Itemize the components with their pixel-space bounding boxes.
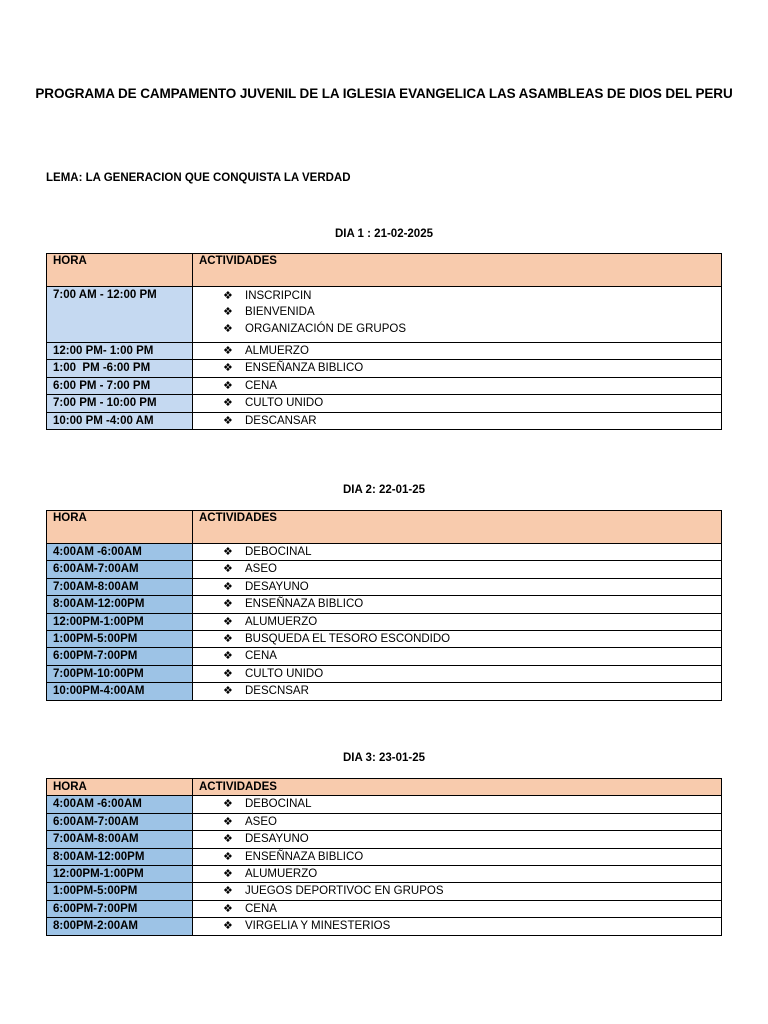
bullet-icon: ❖ xyxy=(223,598,233,611)
bullet-icon: ❖ xyxy=(223,685,233,698)
page-title: PROGRAMA DE CAMPAMENTO JUVENIL DE LA IGLESIA EVANGELICA LAS ASAMBLEAS DE DIOS DEL PERU xyxy=(35,86,733,101)
activities-cell: ❖ ASEO xyxy=(193,561,722,578)
activities-cell: ❖ DESAYUNO xyxy=(193,578,722,595)
activities-cell: ❖ VIRGELIA Y MINESTERIOS xyxy=(193,918,722,935)
bullet-icon: ❖ xyxy=(223,345,233,357)
bullet-icon: ❖ xyxy=(223,650,233,663)
bullet-icon: ❖ xyxy=(223,815,233,828)
table-row xyxy=(47,578,722,595)
activities-cell: ❖ BUSQUEDA EL TESORO ESCONDIDO xyxy=(193,630,722,647)
header-hora: HORA xyxy=(47,779,193,796)
activities-cell: ❖ DEBOCINAL xyxy=(193,544,722,561)
bullet-icon: ❖ xyxy=(223,615,233,628)
day-2-table xyxy=(46,510,722,701)
bullet-icon: ❖ xyxy=(223,920,233,933)
bullet-icon: ❖ xyxy=(223,546,233,558)
day-3-table xyxy=(46,778,722,936)
hora-cell: 7:00PM-10:00PM xyxy=(47,665,193,682)
bullet-icon: ❖ xyxy=(223,798,233,811)
hora-cell: 12:00 PM- 1:00 PM xyxy=(47,343,193,360)
activities-cell: ❖ DEBOCINAL xyxy=(193,796,722,813)
table-row xyxy=(47,377,722,394)
table-row xyxy=(47,596,722,613)
day-3-heading: DIA 3: 23-01-25 xyxy=(342,752,426,764)
table-row xyxy=(47,613,722,630)
hora-cell: 6:00AM-7:00AM xyxy=(47,813,193,830)
hora-cell: 1:00PM-5:00PM xyxy=(47,630,193,647)
bullet-icon: ❖ xyxy=(223,322,233,335)
day-1-table xyxy=(46,253,722,430)
header-actividades: ACTIVIDADES xyxy=(193,779,722,796)
activities-cell: ❖ CENA xyxy=(193,648,722,665)
hora-cell: 12:00PM-1:00PM xyxy=(47,613,193,630)
day-1-heading: DIA 1 : 21-02-2025 xyxy=(334,228,433,240)
table-header-row xyxy=(47,779,722,796)
list-item: ❖ ORGANIZACIÓN DE GRUPOS xyxy=(223,322,407,335)
lema-line: LEMA: LA GENERACION QUE CONQUISTA LA VERDAD xyxy=(46,172,351,184)
table-row xyxy=(47,544,722,561)
hora-cell: 7:00AM-8:00AM xyxy=(47,831,193,848)
hora-cell: 1:00 PM -6:00 PM xyxy=(47,360,193,377)
table-row xyxy=(47,648,722,665)
bullet-icon: ❖ xyxy=(223,833,233,846)
table-header-row xyxy=(47,511,722,544)
table-row xyxy=(47,395,722,412)
activities-cell: ❖ CENA xyxy=(193,900,722,917)
activities-cell: ❖ DESCANSAR xyxy=(193,412,722,429)
bullet-icon: ❖ xyxy=(223,885,233,898)
hora-cell: 12:00PM-1:00PM xyxy=(47,865,193,882)
table-row xyxy=(47,343,722,360)
bullet-icon: ❖ xyxy=(223,306,233,319)
table-row xyxy=(47,848,722,865)
header-actividades: ACTIVIDADES xyxy=(193,254,722,287)
table-header-row xyxy=(47,254,722,287)
table-row xyxy=(47,865,722,882)
list-item: ❖ BIENVENIDA xyxy=(223,306,315,319)
activities-cell: ❖ DESCNSAR xyxy=(193,683,722,700)
hora-cell: 6:00 PM - 7:00 PM xyxy=(47,377,193,394)
activities-cell: ❖ DESAYUNO xyxy=(193,831,722,848)
table-row xyxy=(47,813,722,830)
activities-cell: ❖ ENSEÑNAZA BIBLICO xyxy=(193,596,722,613)
table-row xyxy=(47,900,722,917)
table-row xyxy=(47,412,722,429)
bullet-icon: ❖ xyxy=(223,290,233,302)
activities-cell xyxy=(193,287,722,343)
hora-cell: 6:00PM-7:00PM xyxy=(47,900,193,917)
bullet-icon: ❖ xyxy=(223,902,233,915)
hora-cell: 10:00PM-4:00AM xyxy=(47,683,193,700)
activities-cell: ❖ ENSEÑANZA BIBLICO xyxy=(193,360,722,377)
header-actividades: ACTIVIDADES xyxy=(193,511,722,544)
activities-cell: ❖ CULTO UNIDO xyxy=(193,665,722,682)
bullet-icon: ❖ xyxy=(223,563,233,576)
hora-cell: 4:00AM -6:00AM xyxy=(47,544,193,561)
hora-cell: 10:00 PM -4:00 AM xyxy=(47,412,193,429)
activities-cell: ❖ JUEGOS DEPORTIVOC EN GRUPOS xyxy=(193,883,722,900)
bullet-icon: ❖ xyxy=(223,379,233,392)
header-hora: HORA xyxy=(47,511,193,544)
bullet-icon: ❖ xyxy=(223,580,233,593)
hora-cell: 4:00AM -6:00AM xyxy=(47,796,193,813)
activities-cell: ❖ CULTO UNIDO xyxy=(193,395,722,412)
activities-cell: ❖ ALUMUERZO xyxy=(193,865,722,882)
table-row xyxy=(47,287,722,343)
hora-cell: 7:00 AM - 12:00 PM xyxy=(47,287,193,343)
bullet-icon: ❖ xyxy=(223,414,233,427)
table-row xyxy=(47,831,722,848)
hora-cell: 6:00PM-7:00PM xyxy=(47,648,193,665)
activities-cell: ❖ ASEO xyxy=(193,813,722,830)
header-hora: HORA xyxy=(47,254,193,287)
table-row xyxy=(47,630,722,647)
table-row xyxy=(47,883,722,900)
list-item: ❖ INSCRIPCIN xyxy=(223,290,312,302)
day-2-heading: DIA 2: 22-01-25 xyxy=(342,484,426,496)
hora-cell: 8:00AM-12:00PM xyxy=(47,848,193,865)
table-row xyxy=(47,683,722,700)
activities-cell: ❖ CENA xyxy=(193,377,722,394)
table-row xyxy=(47,360,722,377)
bullet-icon: ❖ xyxy=(223,667,233,680)
bullet-icon: ❖ xyxy=(223,850,233,863)
table-row xyxy=(47,665,722,682)
activities-cell: ❖ ALUMUERZO xyxy=(193,613,722,630)
bullet-icon: ❖ xyxy=(223,397,233,410)
hora-cell: 7:00 PM - 10:00 PM xyxy=(47,395,193,412)
table-row xyxy=(47,918,722,935)
hora-cell: 1:00PM-5:00PM xyxy=(47,883,193,900)
table-row xyxy=(47,796,722,813)
hora-cell: 8:00AM-12:00PM xyxy=(47,596,193,613)
hora-cell: 7:00AM-8:00AM xyxy=(47,578,193,595)
activities-cell: ❖ ALMUERZO xyxy=(193,343,722,360)
bullet-icon: ❖ xyxy=(223,867,233,880)
activities-cell: ❖ ENSEÑNAZA BIBLICO xyxy=(193,848,722,865)
bullet-icon: ❖ xyxy=(223,362,233,375)
table-row xyxy=(47,561,722,578)
bullet-icon: ❖ xyxy=(223,632,233,645)
hora-cell: 6:00AM-7:00AM xyxy=(47,561,193,578)
hora-cell: 8:00PM-2:00AM xyxy=(47,918,193,935)
